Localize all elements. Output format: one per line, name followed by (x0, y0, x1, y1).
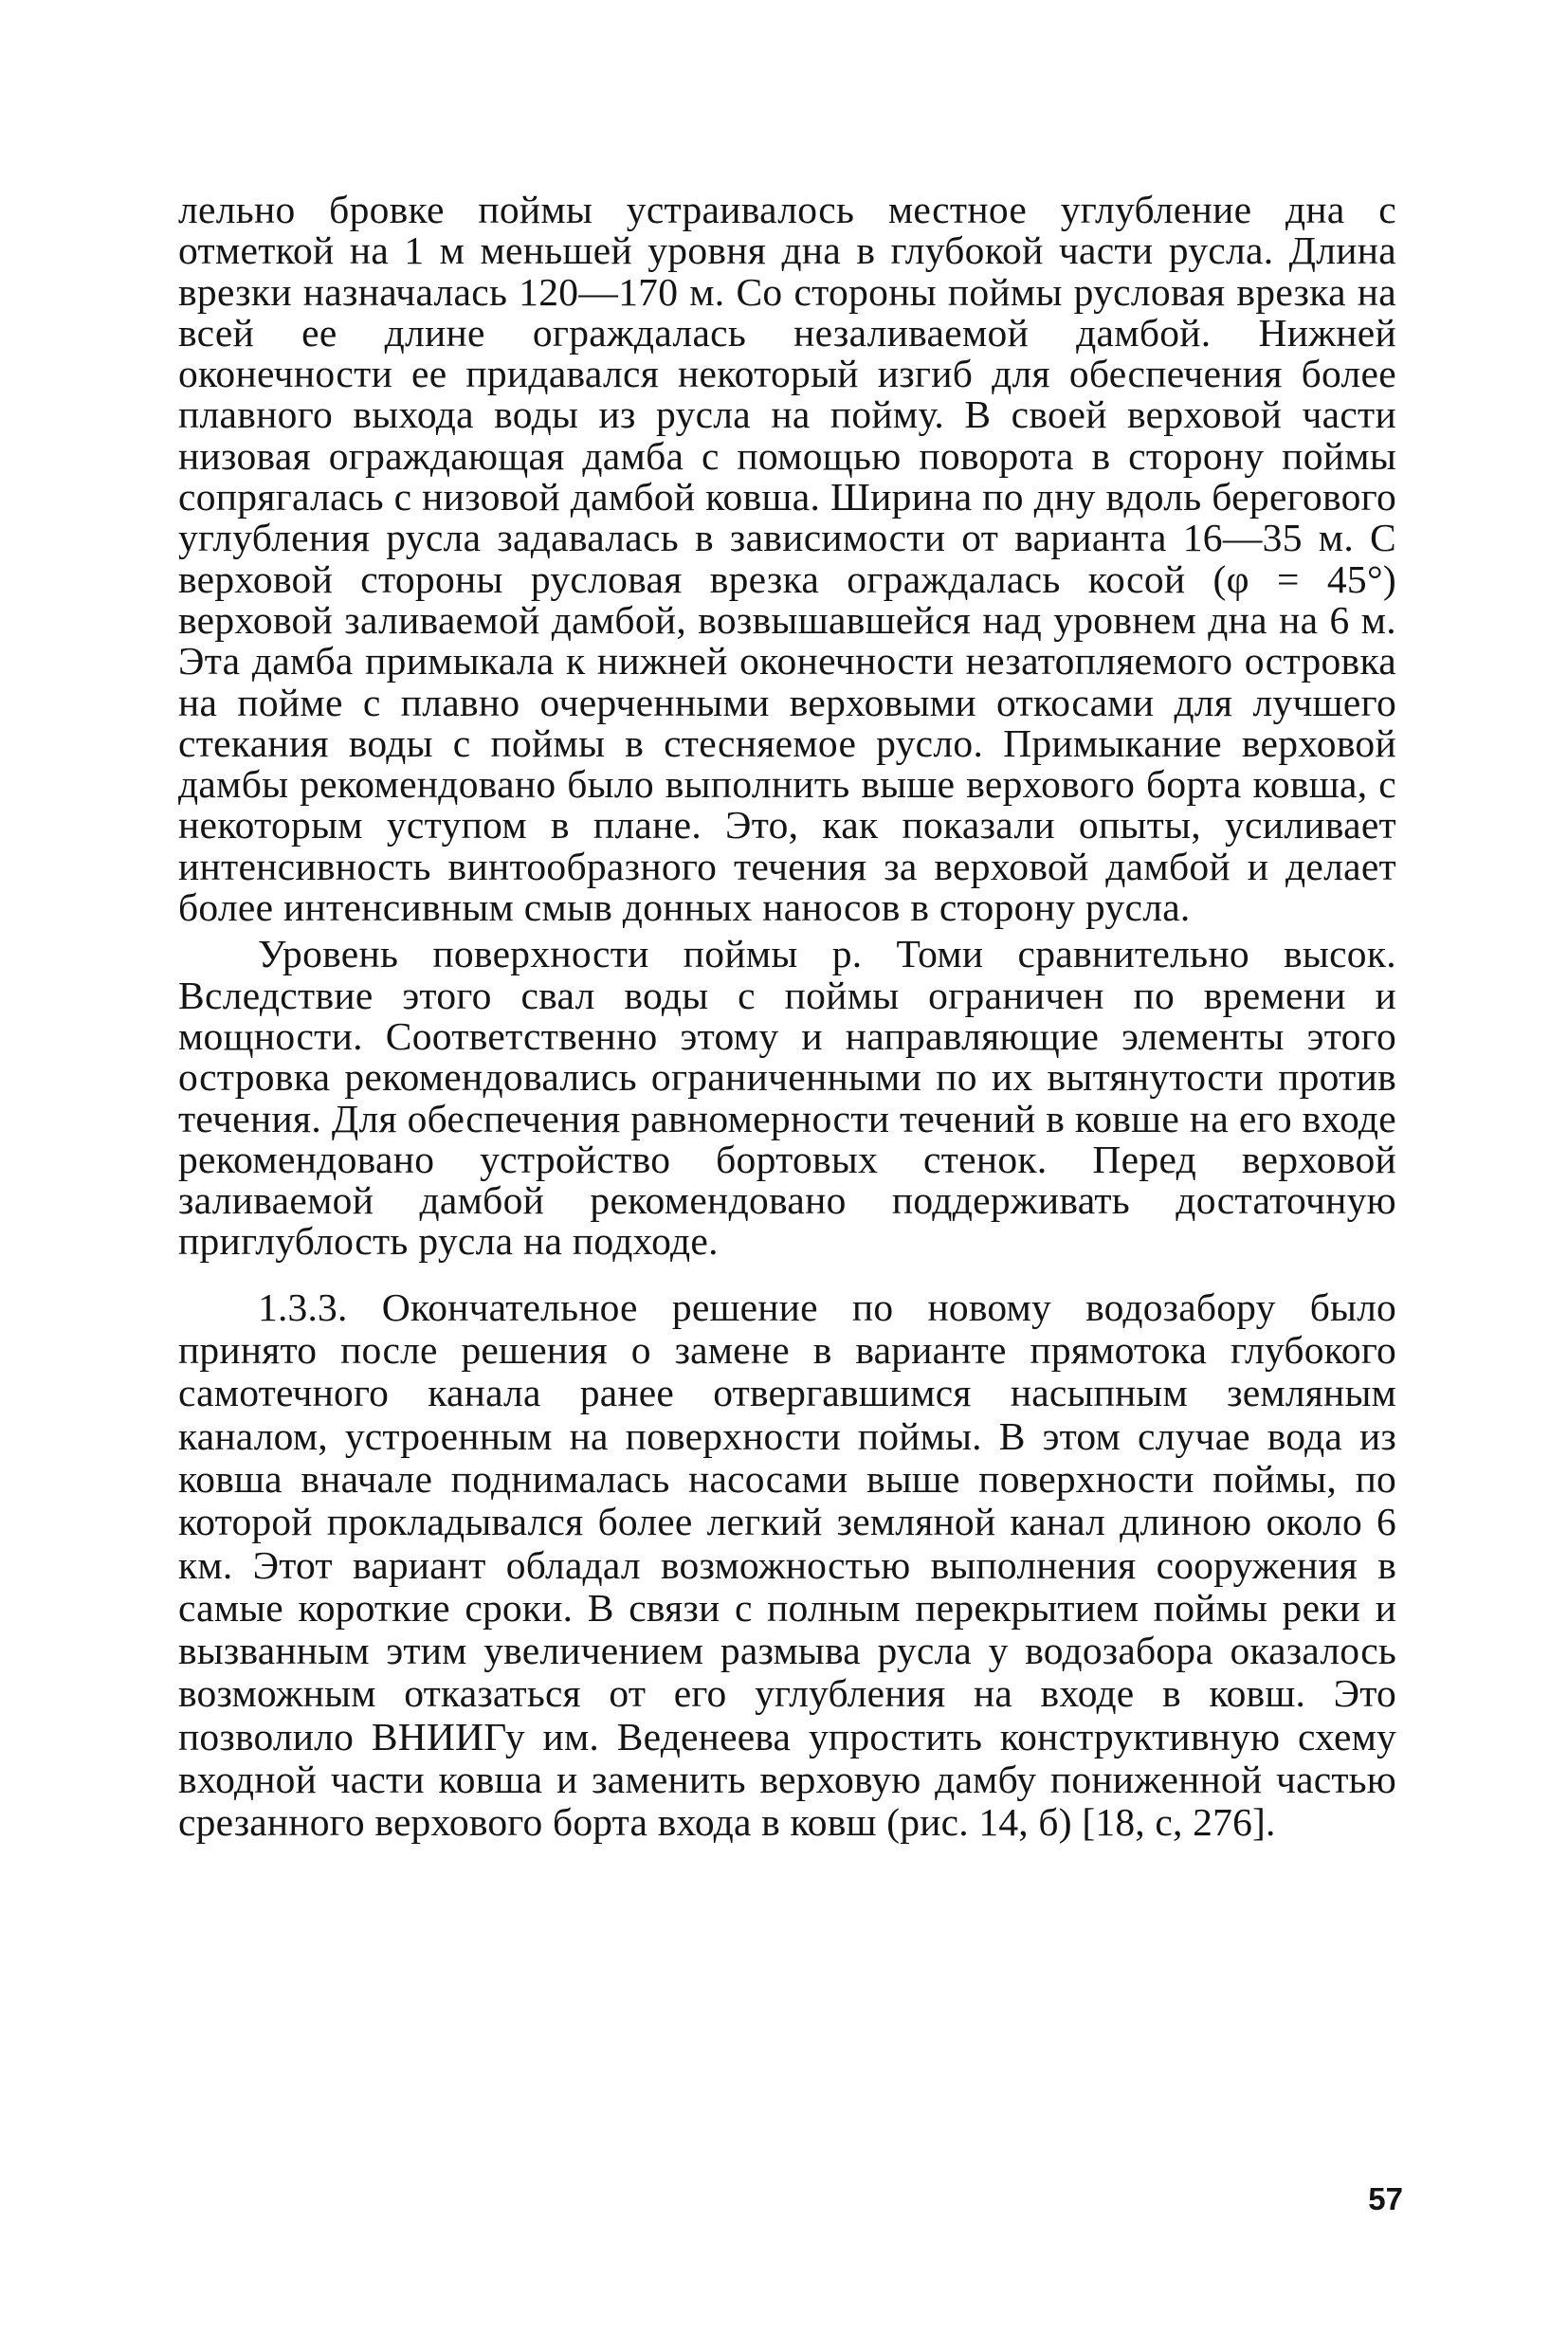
paragraph-2: Уровень поверхности поймы р. Томи сравнительно высок. Вследствие этого свал воды с поймы ограничен по времени и мощности. Соответственно этому и направляющие элементы этого островка рекомендовались ограниченными по их вытянутости против течения. Для обеспечения равномерности течений в ковше на его входе рекомендовано устройство бортовых стенок. Перед верховой заливаемой дамбой рекомендовано поддерживать достаточную приглублость русла на подходе. (178, 932, 1396, 1264)
text-column (178, 190, 1396, 1845)
paragraph-1: лельно бровке поймы устраивалось местное углубление дна с отметкой на 1 м меньшей уровня дна в глубокой части русла. Длина врезки назначалась 120—170 м. Со стороны поймы русловая врезка на всей ее длине ограждалась незаливаемой дамбой. Нижней оконечности ее придавался некоторый изгиб для обеспечения более плавного выхода воды из русла на пойму. В своей верховой части низовая ограждающая дамба с помощью поворота в сторону поймы сопрягалась с низовой дамбой ковша. Ширина по дну вдоль берегового углубления русла задавалась в зависимости от варианта 16—35 м. С верховой стороны русловая врезка ограждалась косой (φ = 45°) верховой заливаемой дамбой, возвышавшейся над уровнем дна на 6 м. Эта дамба примыкала к нижней оконечности незатопляемого островка на пойме с плавно очерченными верховыми откосами для лучшего стекания воды с поймы в стесняемое русло. Примыкание верховой дамбы рекомендовано было выполнить выше верхового борта ковша, с некоторым уступом в плане. Это, как показали опыты, усиливает интенсивность винтообразного течения за верховой дамбой и делает более интенсивным смыв донных наносов в сторону русла. (178, 188, 1396, 930)
page-number: 57 (1368, 2181, 1403, 2216)
paragraph-3: 1.3.3. Окончательное решение по новому водозабору было принято после решения о замене в варианте прямотока глубокого самотечного канала ранее отвергавшимся насыпным земляным каналом, устроенным на поверхности поймы. В этом случае вода из ковша вначале поднималась насосами выше поверхности поймы, по которой прокладывался более легкий земляной канал длиною около 6 км. Этот вариант обладал возможностью выполнения сооружения в самые короткие сроки. В связи с полным перекрытием поймы реки и вызванным этим увеличением размыва русла у водозабора оказалось возможным отказаться от его углубления на входе в ковш. Это позволило ВНИИГу им. Веденеева упростить конструктивную схему входной части ковша и заменить верховую дамбу пониженной частью срезанного верхового борта входа в ковш (рис. 14, б) [18, с, 276]. (178, 1285, 1396, 1845)
